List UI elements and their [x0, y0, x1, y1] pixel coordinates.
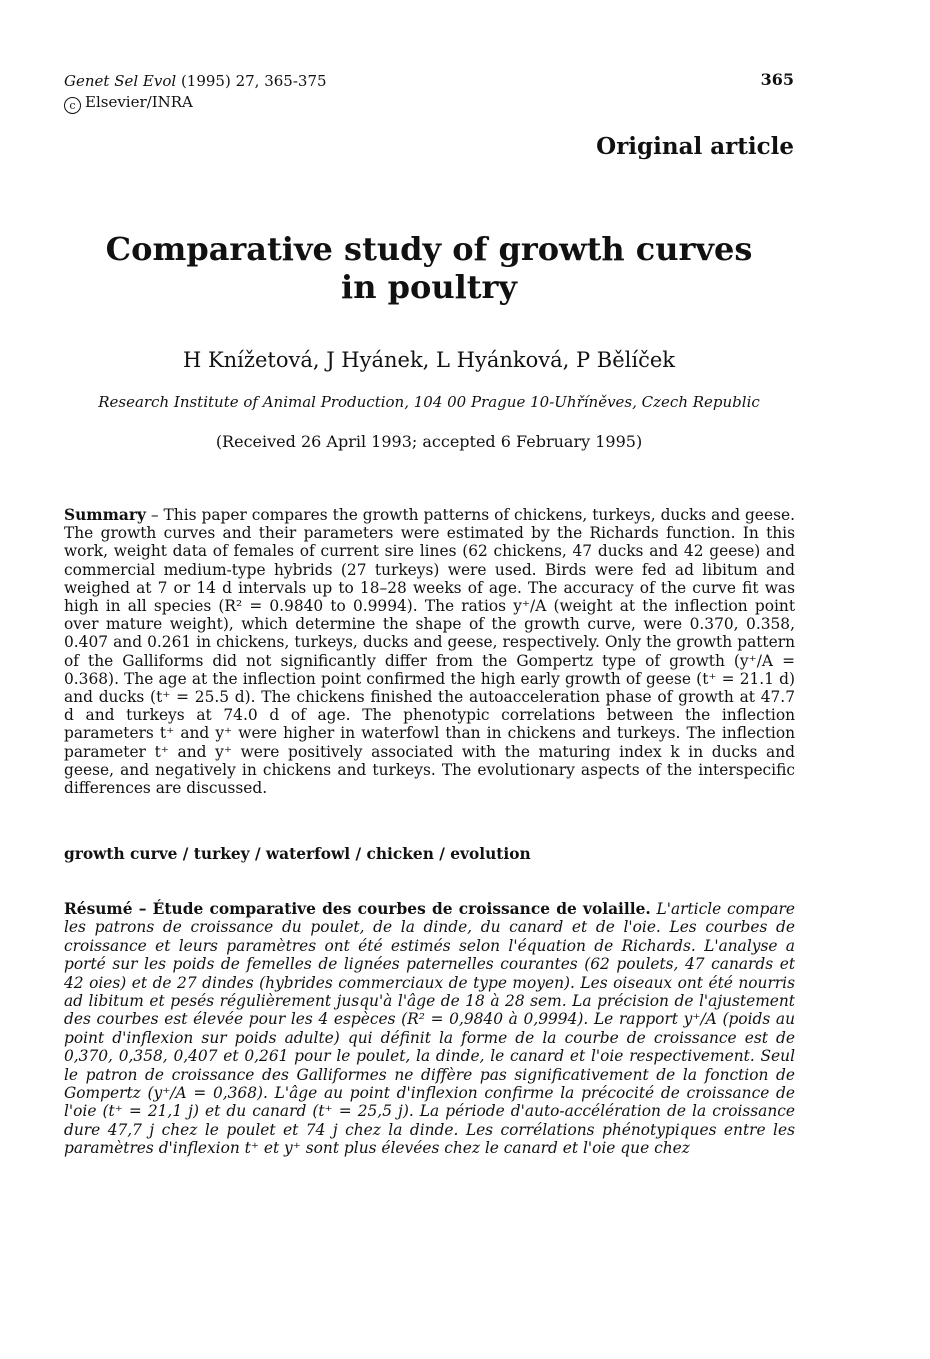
- copyright-text: Elsevier/INRA: [85, 93, 193, 111]
- copyright-icon: c: [64, 97, 81, 114]
- article-title: [64, 230, 794, 306]
- copyright-line: [64, 93, 193, 114]
- article-type-label: Original article: [596, 133, 794, 160]
- title-line-1: Comparative study of growth curves: [105, 230, 753, 268]
- journal-volume-pages: (1995) 27, 365-375: [176, 72, 327, 90]
- summary-label: Summary: [64, 506, 146, 524]
- journal-citation: [64, 70, 327, 92]
- keywords: growth curve / turkey / waterfowl / chicken / evolution: [64, 845, 531, 863]
- author-list: H Knížetová, J Hyánek, L Hyánková, P Bělíček: [182, 348, 675, 372]
- summary-dash: –: [145, 506, 164, 524]
- journal-name: Genet Sel Evol: [64, 72, 177, 90]
- resume-text: L'article compare les patrons de croissance du poulet, de la dinde, du canard et de l'oie. Les courbes de croissance et leurs paramètres ont été estimés selon l'équation de Richards. L'analyse a porté sur les poids de femelles de lignées paternelles courantes (62 poulets, 47 canards et 42 oies) et de 27 dindes (hybrides commerciaux de type moyen). Les oiseaux ont été nourris ad libitum et pesés régulièrement jusqu'à l'âge de 18 à 28 sem. La précision de l'ajustement des courbes est élevée pour les 4 espèces (R² = 0,9840 à 0,9994). Le rapport y⁺/A (poids au point d'inflexion sur poids adulte) qui définit la forme de la courbe de croissance est de 0,370, 0,358, 0,407 et 0,261 pour le poulet, la dinde, le canard et l'oie respectivement. Seul le patron de croissance des Galliformes ne diffère pas significativement de la fonction de Gompertz (y⁺/A = 0,368). L'âge au point d'inflexion confirme la précocité de croissance de l'oie (t⁺ = 21,1 j) et du canard (t⁺ = 25,5 j). La période d'auto-accélération de la croissance dure 47,7 j chez le poulet et 74 j chez la dinde. Les corrélations phénotypiques entre les paramètres d'inflexion t⁺ et y⁺ sont plus élevées chez le canard et l'oie que chez: [64, 900, 795, 1158]
- page-number: 365: [760, 70, 794, 89]
- affiliation: Research Institute of Animal Production, 104 00 Prague 10-Uhříněves, Czech Republic: [98, 393, 760, 411]
- summary-paragraph: [64, 506, 795, 797]
- resume-paragraph: [64, 900, 795, 1158]
- received-dates: (Received 26 April 1993; accepted 6 February 1995): [215, 432, 643, 451]
- resume-label: Résumé – Étude comparative des courbes de croissance de volaille.: [64, 900, 651, 918]
- title-line-2: in poultry: [341, 268, 517, 306]
- summary-text: This paper compares the growth patterns of chickens, turkeys, ducks and geese. The growth curves and their parameters were estimated by the Richards function. In this work, weight data of females of current sire lines (62 chickens, 47 ducks and 42 geese) and commercial medium-type hybrids (27 turkeys) were used. Birds were fed ad libitum and weighed at 7 or 14 d intervals up to 18–28 weeks of age. The accuracy of the curve fit was high in all species (R² = 0.9840 to 0.9994). The ratios y⁺/A (weight at the inflection point over mature weight), which determine the shape of the growth curve, were 0.370, 0.358, 0.407 and 0.261 in chickens, turkeys, ducks and geese, respectively. Only the growth pattern of the Galliforms did not significantly differ from the Gompertz type of growth (y⁺/A = 0.368). The age at the inflection point confirmed the high early growth of geese (t⁺ = 21.1 d) and ducks (t⁺ = 25.5 d). The chickens finished the autoacceleration phase of growth at 47.7 d and turkeys at 74.0 d of age. The phenotypic correlations between the inflection parameters t⁺ and y⁺ were higher in waterfowl than in chickens and turkeys. The inflection parameter t⁺ and y⁺ were positively associated with the maturing index k in ducks and geese, and negatively in chickens and turkeys. The evolutionary aspects of the interspecific differences are discussed.: [64, 506, 796, 798]
